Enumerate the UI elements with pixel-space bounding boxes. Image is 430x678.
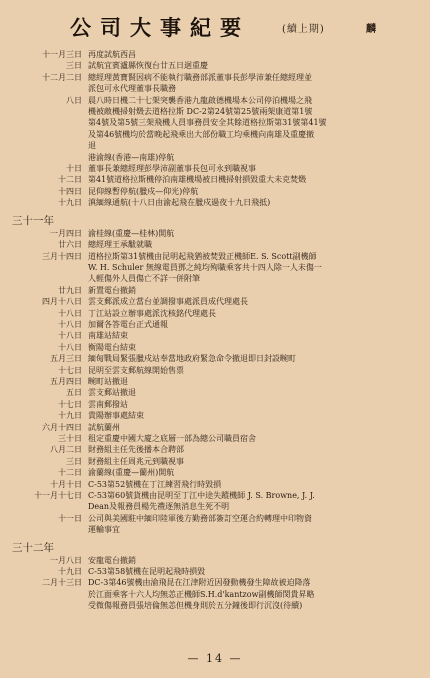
event-text: 昆明至雲支郵航線開始售票	[88, 365, 184, 375]
event-date: 十八日	[58, 319, 82, 329]
event-text: C-53第52號機在丁江練習飛行時毀損	[88, 479, 222, 489]
page-subtitle: (續上期)	[282, 24, 325, 35]
event-entry	[8, 228, 422, 239]
event-entry	[8, 513, 422, 536]
event-entry	[8, 490, 422, 513]
event-entry	[8, 95, 422, 152]
event-entry	[8, 197, 422, 208]
event-date: 十二日	[58, 175, 82, 185]
event-text: 渝蘭線(重慶—蘭州)開航	[88, 468, 175, 478]
event-text: 渝桂線(重慶—桂林)開航	[88, 228, 175, 238]
year-section	[8, 49, 422, 212]
event-entry	[8, 577, 422, 611]
event-text: 滇緬線通航(十八日由渝起飛在臘戍過夜十九日飛抵)	[88, 198, 271, 208]
event-text: 試航蘭州	[88, 422, 120, 432]
event-text: 港渝線(香港—南雄)停航	[88, 152, 175, 162]
event-entry	[8, 49, 422, 60]
event-entry	[8, 330, 422, 341]
event-entry	[8, 72, 422, 95]
event-entry	[8, 399, 422, 410]
page-title: 公司大事紀要	[70, 15, 250, 40]
event-date: 五月三日	[50, 354, 82, 364]
event-date: 八日	[66, 95, 82, 105]
event-date: 十月十日	[50, 479, 82, 489]
event-entry	[8, 444, 422, 455]
event-text: 總經理黃寶賢因病不能執行職務部派董事長彭學沛兼任總經理並 派包可永代理董事長職務	[88, 72, 312, 94]
event-date	[8, 152, 88, 163]
event-entry	[8, 152, 422, 163]
event-date: 十一月三日	[42, 50, 82, 59]
page-number: — 14 —	[187, 652, 243, 665]
event-date: 十一日	[58, 513, 82, 523]
event-date: 十九日	[58, 411, 82, 421]
event-text: 貴陽辦事處結束	[88, 411, 144, 421]
event-date: 五日	[66, 388, 82, 398]
year-section	[8, 215, 422, 539]
event-date: 十九日	[58, 567, 82, 577]
event-date: 十日	[66, 164, 82, 174]
author-mark: 麟	[366, 24, 376, 35]
event-text: 財務組主任先後播本合聘部	[88, 445, 184, 455]
event-text: 再度試航西昌	[88, 50, 136, 59]
event-entry	[8, 456, 422, 467]
event-text: 雲支郵站撤退	[88, 388, 136, 398]
event-text: C-53第58號機在昆明起飛時損毀	[88, 567, 206, 577]
event-date: 十七日	[58, 399, 82, 409]
event-text: 南雄站結束	[88, 331, 128, 341]
event-date: 四月十八日	[42, 297, 82, 307]
year-heading: 三十一年	[12, 214, 54, 227]
event-text: 總經理王承黻就職	[88, 240, 152, 250]
event-entry	[8, 163, 422, 174]
event-entry	[8, 174, 422, 185]
event-text: 新置電台撤銷	[88, 285, 136, 295]
event-date: 三十日	[58, 434, 82, 443]
event-date: 五月四日	[50, 376, 82, 386]
event-entry	[8, 467, 422, 478]
event-text: 董事長兼總經理彭學沛副董事長包可永到職視事	[88, 164, 256, 174]
event-date: 六月十四日	[42, 422, 82, 432]
event-date: 三月十四日	[42, 251, 82, 261]
event-entry	[8, 433, 422, 444]
event-date: 十一月十七日	[34, 491, 82, 501]
event-text: 試航宜賓瀘縣恢復台廿五日迴重慶	[88, 61, 208, 71]
event-date: 一月四日	[50, 228, 82, 238]
event-date: 十四日	[58, 186, 82, 196]
event-entry	[8, 555, 422, 566]
event-entry	[8, 239, 422, 250]
event-text: 昆仰線暫停航(臘戍—仰光)停航	[88, 186, 199, 196]
event-text: 加爾各答電台正式通報	[88, 319, 168, 329]
event-text: 衡陽電台結束	[88, 342, 136, 352]
event-text: 安龍電台撤銷	[88, 555, 136, 565]
event-entry	[8, 376, 422, 387]
event-entry	[8, 186, 422, 197]
year-section	[8, 542, 422, 615]
event-text: 晨八時日機二十七架突襲香港九龍啟德機場本公司停泊機場之飛 機被敵機掃射燬去道格拉斯 DC-2第24號第25號兩架康道第1號 第4號及第5號三架飛機人員事務員安全其餘道格拉斯第31號第41號 及第46號機均於當晚起飛乘出大部份職工均乘機向南雄及重慶撤 退	[88, 95, 327, 151]
event-date: 八月二日	[50, 445, 82, 455]
event-date: 十二月二日	[42, 72, 82, 82]
event-text: 租定重慶中國大廈之底層一部為總公司職員宿舍	[88, 434, 256, 443]
event-text: 畹町站撤退	[88, 376, 128, 386]
event-entry	[8, 308, 422, 319]
event-text: 公司與美國駐中緬印陸軍後方勤務部簽訂空運合約轉理中印物資 運輸事宜	[88, 513, 312, 535]
event-text: 雲南郵撥站	[88, 399, 128, 409]
event-date: 十八日	[58, 342, 82, 352]
event-date: 廿九日	[58, 285, 82, 295]
event-date: 廿六日	[58, 240, 82, 250]
event-entry	[8, 365, 422, 376]
event-entry	[8, 422, 422, 433]
year-heading: 三十二年	[12, 541, 54, 554]
event-date: 一月八日	[50, 555, 82, 565]
event-date: 三日	[66, 61, 82, 71]
event-entry	[8, 353, 422, 364]
chronicle-body	[8, 49, 422, 615]
event-entry	[8, 60, 422, 71]
event-text: 丁江站設立辦事處派沈核銘代理處長	[88, 308, 216, 318]
event-entry	[8, 387, 422, 398]
event-entry	[8, 479, 422, 490]
event-entry	[8, 285, 422, 296]
event-entry	[8, 342, 422, 353]
event-entry	[8, 296, 422, 307]
event-text: DC-3第46號機由渝飛昆在江津附近因發動機發生障故被迫降落 於江面乘客十六人均無恙正機師S.H.d'kantzow副機師閔貴昇略 受微傷報務員張培倫無恙但機身則於五分鐘後即行沉沒(待續)	[88, 578, 315, 611]
event-text: C-53第60號貨機由昆明至丁江中途失蹤機師 J. S. Browne, J. J. Dean及報務員楊先禮逐無消息生死不明	[88, 491, 315, 512]
event-date: 十九日	[58, 198, 82, 208]
event-entry	[8, 410, 422, 421]
event-entry	[8, 251, 422, 285]
event-date: 二月十三日	[42, 578, 82, 588]
event-date: 十八日	[58, 308, 82, 318]
event-text: 道格拉斯第31號機由昆明起飛猶被焚毀正機師E. S. Scott副機師 W. H. Schuler 無線電員鄧之純均殉職乘客共十四人除一人未傷一 人輕傷外人員傷亡不詳一併附筆	[88, 251, 322, 284]
event-date: 十二日	[58, 468, 82, 478]
event-date: 十八日	[58, 331, 82, 341]
event-date: 十七日	[58, 365, 82, 375]
event-text: 緬甸戰局緊張臘戍站奉當地政府緊急命令撤退即日封設畹町	[88, 354, 296, 364]
event-entry	[8, 319, 422, 330]
event-text: 雲支郵派成立當台並調撥事處派員成代理處長	[88, 297, 248, 307]
event-date: 三日	[66, 456, 82, 466]
event-entry	[8, 566, 422, 577]
event-text: 第41號道格拉斯機停泊南雄機場被日機掃射損毀重大未克焚燬	[88, 175, 307, 185]
event-text: 財務組主任周兆元到職視事	[88, 456, 184, 466]
